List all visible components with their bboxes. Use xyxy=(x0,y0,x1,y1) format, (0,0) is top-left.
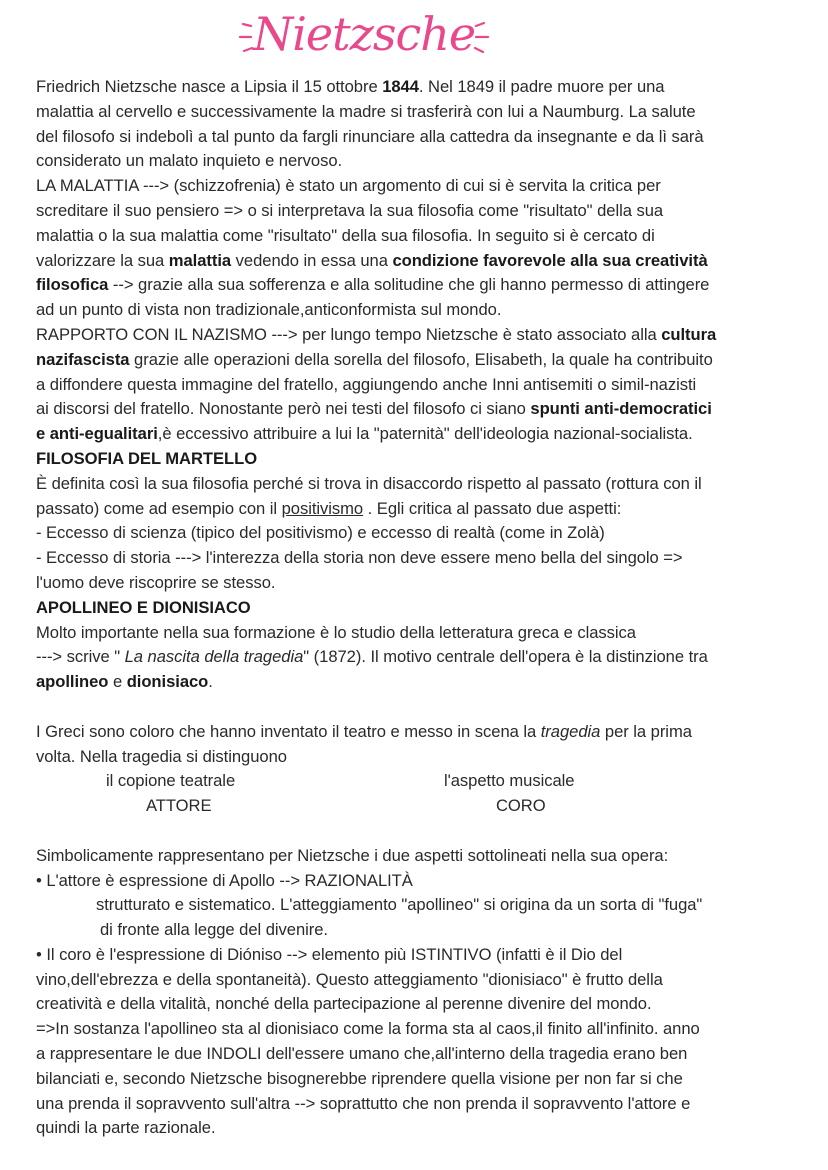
spacer xyxy=(36,695,796,720)
label-musicale: l'aspetto musicale xyxy=(444,771,575,791)
tragedia-terms-row xyxy=(36,794,796,819)
simbolo-line-6: vino,dell'ebrezza e della spontaneità). Questo atteggiamento "dionisiaco" è frutto della xyxy=(36,969,663,989)
martello-line-3: - Eccesso di scienza (tipico del positivismo) e eccesso di realtà (come in Zolà) xyxy=(36,523,605,543)
simbolo-line-5: • Il coro è l'espressione di Dióniso --> elemento più ISTINTIVO (infatti è il Dio del xyxy=(36,944,623,964)
malattia-line-1: LA MALATTIA ---> (schizzofrenia) è stato un argomento di cui si è servita la critica per xyxy=(36,176,661,196)
title-decoration xyxy=(0,6,828,66)
simbolo-line-4: di fronte alla legge del divenire. xyxy=(100,920,328,940)
apollineo-line-3: apollineo e dionisiaco. xyxy=(36,672,213,692)
martello-line-2: passato) come ad esempio con il positivismo . Egli critica al passato due aspetti: xyxy=(36,498,622,518)
malattia-line-3: malattia o la sua malattia come "risultato" della sua filosofia. In seguito si è cercato di xyxy=(36,225,655,245)
nazismo-line-3: a diffondere questa immagine del fratello, aggiungendo anche Inni antisemiti o simil-nazisti xyxy=(36,374,697,394)
nazismo-line-2: nazifascista grazie alle operazioni della sorella del filosofo, Elisabeth, la quale ha contribuito xyxy=(36,349,713,369)
right-accent-top xyxy=(476,23,484,26)
simbolo-line-1: Simbolicamente rappresentano per Nietzsche i due aspetti sottolineati nella sua opera: xyxy=(36,845,669,865)
intro-line-1: Friedrich Nietzsche nasce a Lipsia il 15 ottobre 1844. Nel 1849 il padre muore per una xyxy=(36,77,665,96)
simbolo-line-12: quindi la parte razionale. xyxy=(36,1118,216,1138)
simbolo-line-10: bilanciati e, secondo Nietzsche bisognerebbe riprendere quella visione per non far si che xyxy=(36,1068,683,1088)
simbolo-line-3: strutturato e sistematico. L'atteggiamento "apollineo" si origina da un sorta di "fuga" xyxy=(96,895,703,915)
title-block xyxy=(0,6,828,66)
simbolo-line-7: creatività e della vitalità, nonché della partecipazione al perenne divenire del mondo. xyxy=(36,994,652,1014)
martello-line-4: - Eccesso di storia ---> l'interezza della storia non deve essere meno bella del singolo => xyxy=(36,548,683,568)
spacer xyxy=(36,819,796,844)
intro-line-2: malattia al cervello e successivamente la madre si trasferirà con lui a Naumburg. La salute xyxy=(36,101,696,121)
greci-line-2: volta. Nella tragedia si distinguono xyxy=(36,746,287,766)
apollineo-heading: APOLLINEO E DIONISIACO xyxy=(36,597,251,617)
martello-line-5: l'uomo deve riscoprire se stesso. xyxy=(36,572,276,592)
apollineo-line-2: ---> scrive " La nascita della tragedia" (1872). Il motivo centrale dell'opera è la distinzione tra xyxy=(36,647,708,667)
nazismo-line-4: ai discorsi del fratello. Nonostante però nei testi del filosofo ci siano spunti anti-democratici xyxy=(36,399,712,419)
simbolo-line-8: =>In sostanza l'apollineo sta al dionisiaco come la forma sta al caos,il finito all'infinito. anno xyxy=(36,1019,700,1039)
simbolo-line-2: • L'attore è espressione di Apollo --> RAZIONALITÀ xyxy=(36,870,413,890)
tragedia-labels-row xyxy=(36,769,796,794)
simbolo-line-9: a rappresentare le due INDOLI dell'essere umano che,all'interno della tragedia erano ben xyxy=(36,1044,688,1064)
right-accent-bottom xyxy=(475,48,483,52)
apollineo-line-1: Molto importante nella sua formazione è lo studio della letteratura greca e classica xyxy=(36,622,636,642)
nazismo-line-5: e anti-egualitari,è eccessivo attribuire a lui la "paternità" dell'ideologia nazional-socialista. xyxy=(36,424,693,444)
malattia-line-4: valorizzare la sua malattia vedendo in essa una condizione favorevole alla sua creatività xyxy=(36,250,708,270)
label-copione: il copione teatrale xyxy=(106,771,236,791)
page-title: Nietzsche xyxy=(252,7,476,61)
document-body xyxy=(36,75,796,1141)
martello-heading: FILOSOFIA DEL MARTELLO xyxy=(36,448,258,468)
martello-line-1: È definita così la sua filosofia perché si trova in disaccordo rispetto al passato (rottura con il xyxy=(36,473,702,493)
malattia-line-6: ad un punto di vista non tradizionale,anticonformista sul mondo. xyxy=(36,300,502,320)
malattia-line-5: filosofica --> grazie alla sua sofferenza e alla solitudine che gli hanno permesso di attingere xyxy=(36,275,710,295)
term-coro: CORO xyxy=(496,796,546,816)
nazismo-line-1: RAPPORTO CON IL NAZISMO ---> per lungo tempo Nietzsche è stato associato alla cultura xyxy=(36,324,717,344)
greci-line-1: I Greci sono coloro che hanno inventato il teatro e messo in scena la tragedia per la prima xyxy=(36,721,692,741)
left-accent-top xyxy=(243,24,251,26)
intro-line-3: del filosofo si indebolì a tal punto da fargli rinunciare alla cattedra da insegnante e da lì sarà xyxy=(36,126,704,146)
simbolo-line-11: una prenda il sopravvento sull'altra --> soprattutto che non prenda il sopravvento l'attore e xyxy=(36,1093,691,1113)
term-attore: ATTORE xyxy=(146,796,212,816)
malattia-line-2: screditare il suo pensiero => o si interpretava la sua filosofia come "risultato" della sua xyxy=(36,200,664,220)
left-accent-bottom xyxy=(244,48,252,51)
intro-line-4: considerato un malato inquieto e nervoso. xyxy=(36,151,343,171)
